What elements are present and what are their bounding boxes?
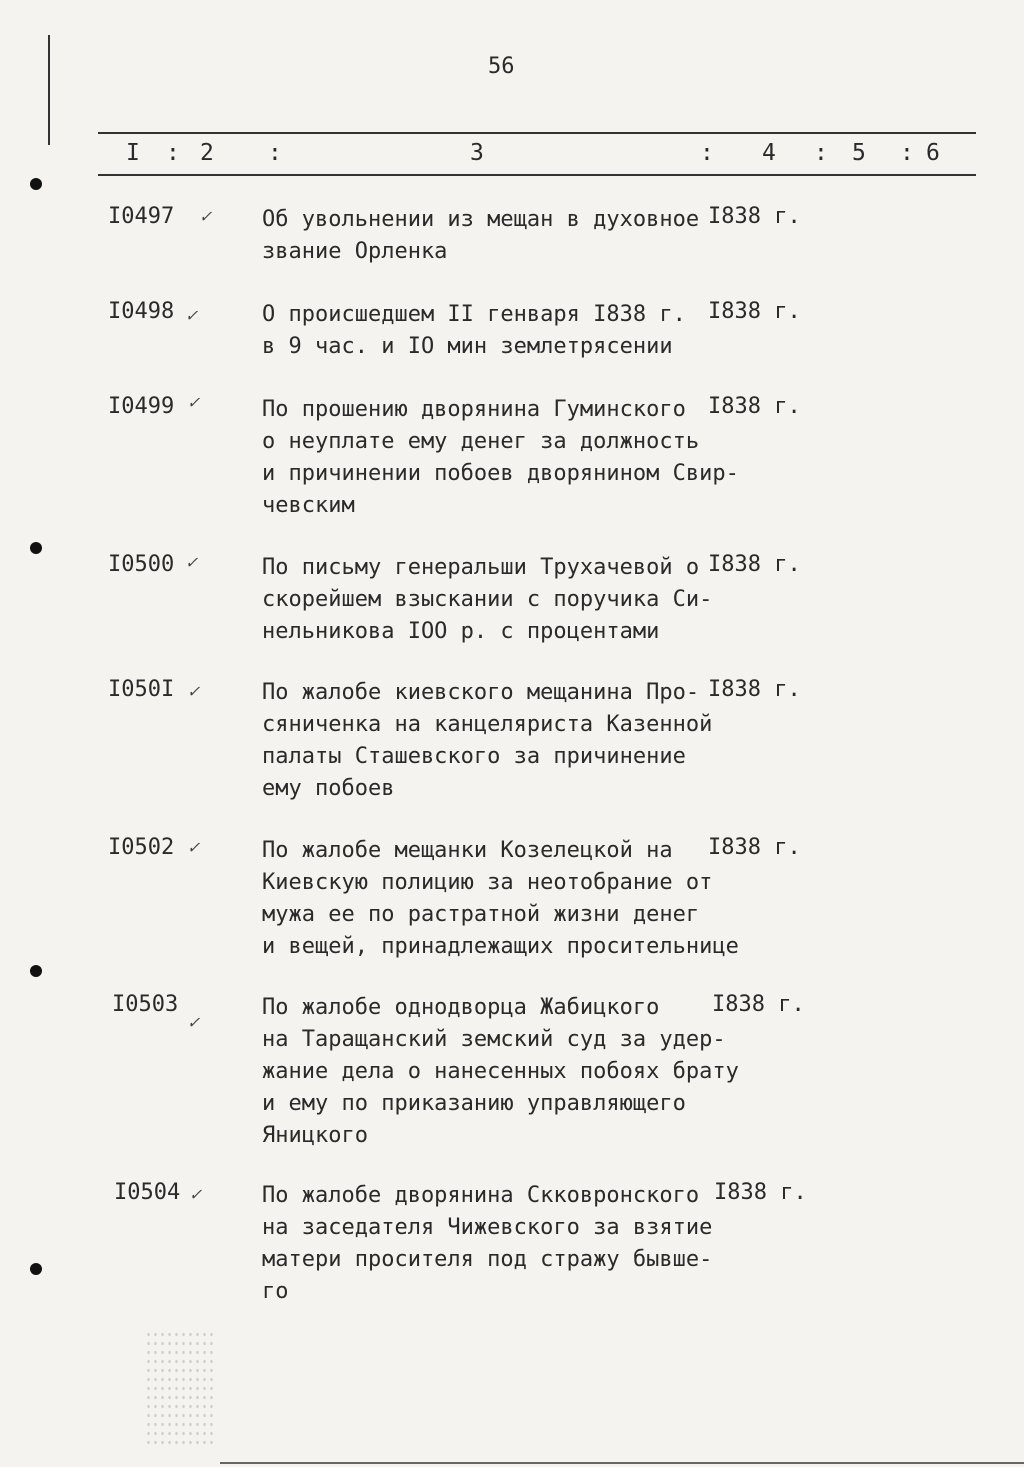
page-bottom-edge xyxy=(220,1462,1024,1464)
check-mark-icon: ✓ xyxy=(190,1184,201,1205)
entry-date: I838 г. xyxy=(708,394,801,419)
entry-description: По жалобе киевского мещанина Про- сяниченка на канцеляриста Казенной палаты Сташевского за причинение ему побоев xyxy=(262,680,713,801)
entry-description: По жалобе однодворца Жабицкого на Таращанский земский суд за удер- жание дела о нанесенных побоях брату и ему по приказанию управляющего Яницкого xyxy=(262,995,739,1148)
entry-number: I0500 xyxy=(108,552,175,577)
check-mark-icon: ✓ xyxy=(188,1012,199,1033)
column-header-5: 5 xyxy=(852,140,866,166)
column-header-4: 4 xyxy=(762,140,776,166)
scan-speckle xyxy=(145,1330,215,1450)
column-header-1: I xyxy=(126,140,140,166)
check-mark-icon: ✓ xyxy=(186,305,197,326)
entry-description: Об увольнении из мещан в духовное звание Орленка xyxy=(262,207,700,264)
entry-number: I050I xyxy=(108,677,175,702)
entry-date: I838 г. xyxy=(708,204,801,229)
header-rule-bottom xyxy=(98,174,976,176)
entry-number: I0502 xyxy=(108,835,175,860)
entry-description: О происшедшем II генваря I838 г. в 9 час. и IO мин землетрясении xyxy=(262,302,686,359)
check-mark-icon: ✓ xyxy=(188,681,199,702)
column-separator: : xyxy=(700,140,714,166)
entry-description: По жалобе дворянина Скковронского на заседателя Чижевского за взятие матери просителя под стражу бывше- го xyxy=(262,1183,713,1304)
entry-date: I838 г. xyxy=(712,992,805,1017)
column-separator: : xyxy=(268,140,282,166)
entry-date: I838 г. xyxy=(708,835,801,860)
column-header-6: 6 xyxy=(926,140,940,166)
column-header-3: 3 xyxy=(470,140,484,166)
check-mark-icon: ✓ xyxy=(188,392,199,413)
header-rule-top xyxy=(98,132,976,134)
entry-number: I0504 xyxy=(114,1180,181,1205)
entry-number: I0499 xyxy=(108,394,175,419)
entry-description: По жалобе мещанки Козелецкой на Киевскую полицию за неотобрание от мужа ее по растратной жизни денег и вещей, принадлежащих просительнице xyxy=(262,838,739,959)
check-mark-icon: ✓ xyxy=(186,552,197,573)
entry-date: I838 г. xyxy=(714,1180,807,1205)
margin-line xyxy=(48,35,50,145)
entry-date: I838 г. xyxy=(708,677,801,702)
punch-hole xyxy=(30,965,42,977)
entry-description: По прошению дворянина Гуминского о неуплате ему денег за должность и причинении побоев дворянином Свир- чевским xyxy=(262,397,739,518)
column-separator: : xyxy=(900,140,914,166)
column-separator: : xyxy=(814,140,828,166)
column-header-2: 2 xyxy=(200,140,214,166)
column-separator: : xyxy=(166,140,180,166)
punch-hole xyxy=(30,1263,42,1275)
entry-number: I0497 xyxy=(108,204,175,229)
entry-number: I0503 xyxy=(112,992,179,1017)
entry-description: По письму генеральши Трухачевой о скорейшем взыскании с поручика Си- нельникова IOO р. с процентами xyxy=(262,555,713,644)
entry-date: I838 г. xyxy=(708,299,801,324)
punch-hole xyxy=(30,542,42,554)
punch-hole xyxy=(30,178,42,190)
check-mark-icon: ✓ xyxy=(200,206,211,227)
check-mark-icon: ✓ xyxy=(188,837,199,858)
entry-date: I838 г. xyxy=(708,552,801,577)
page-number: 56 xyxy=(488,54,515,79)
entry-number: I0498 xyxy=(108,299,175,324)
